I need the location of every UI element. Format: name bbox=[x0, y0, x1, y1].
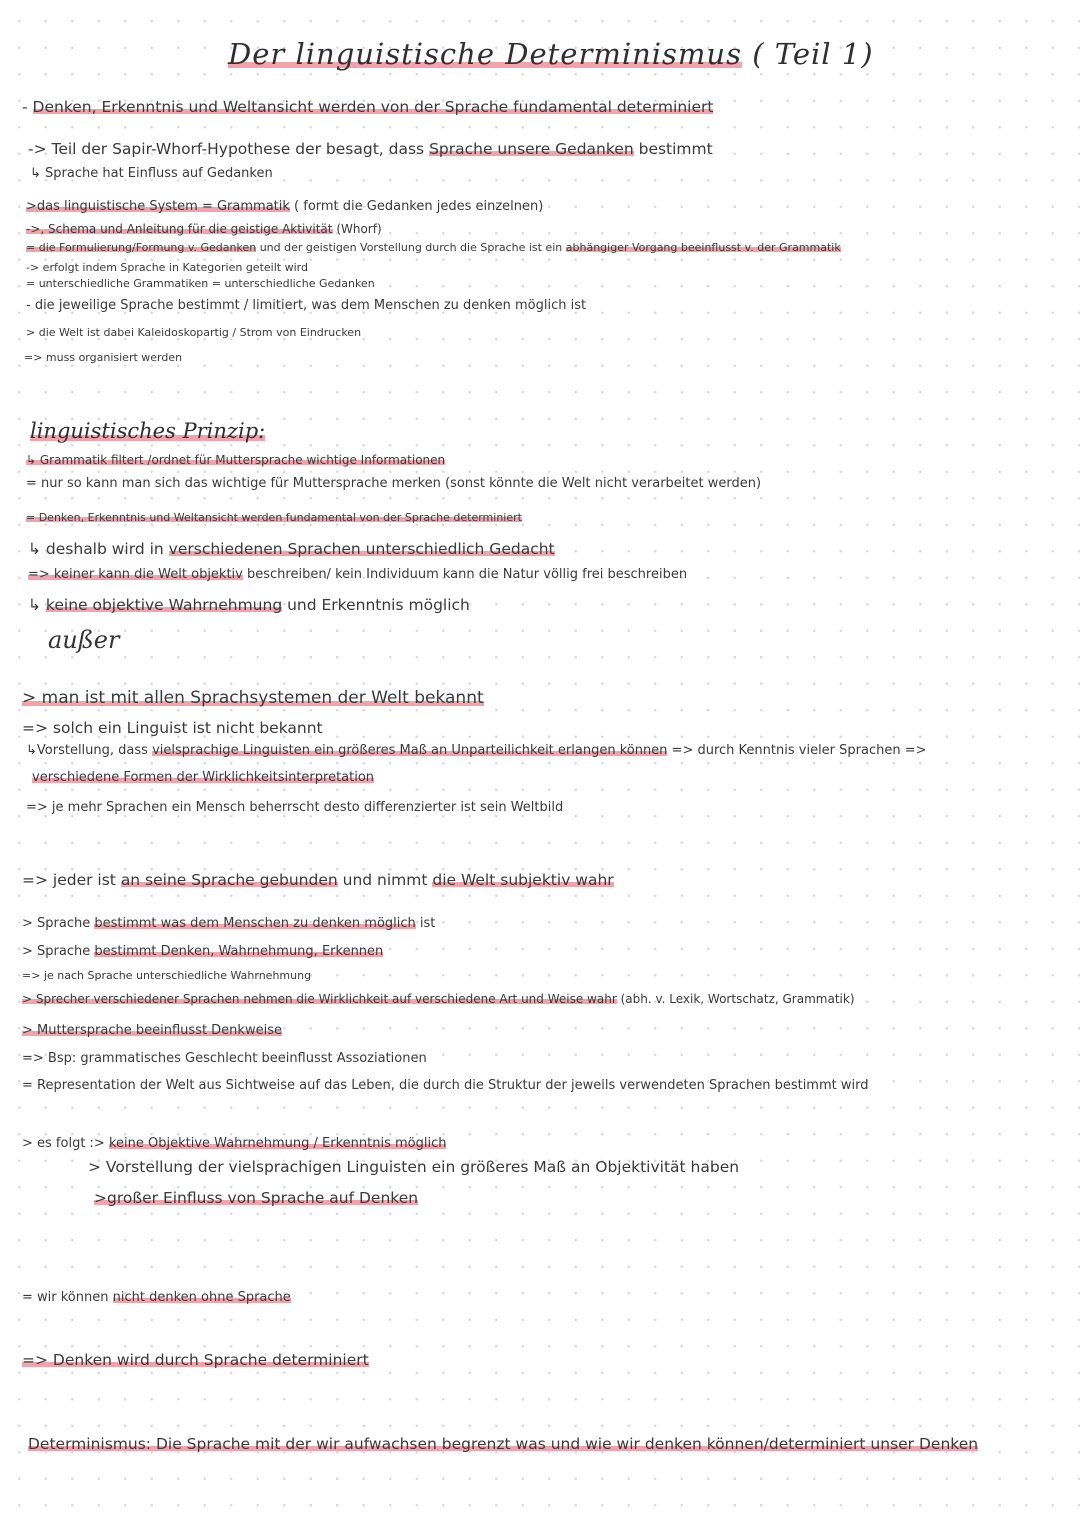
exception-line-3-prefix: ↳Vorstellung, dass bbox=[26, 743, 153, 758]
principle-line-6-suffix: und Erkenntnis möglich bbox=[282, 596, 470, 614]
subjective-line-1 bbox=[22, 870, 614, 890]
subjective-line-1-highlight: an seine Sprache gebunden bbox=[120, 871, 338, 889]
principle-line-6-prefix: ↳ bbox=[28, 596, 46, 614]
exception-line-3-highlight: vielsprachige Linguisten ein größeres Maß an Unparteilichkeit erlangen können bbox=[152, 743, 668, 758]
principle-line-4-highlight: verschiedenen Sprachen unterschiedlich Gedacht bbox=[168, 540, 555, 558]
principle-heading bbox=[30, 418, 265, 444]
subjective-line-2-highlight: bestimmt was dem Menschen zu denken möglich bbox=[94, 916, 416, 931]
page-title bbox=[228, 36, 874, 72]
principle-line-2: = nur so kann man sich das wichtige für Muttersprache merken (sonst könnte die Welt nicht verarbeitet werden) bbox=[26, 476, 762, 491]
exception-line-4-highlight: verschiedene Formen der Wirklichkeitsinterpretation bbox=[32, 770, 375, 785]
conclusion-line-1-highlight: keine Objektive Wahrnehmung / Erkenntnis möglich bbox=[108, 1136, 447, 1151]
subjective-line-2-suffix: ist bbox=[415, 916, 436, 931]
principle-line-1-highlight: ↳ Grammatik filtert /ordnet für Muttersprache wichtige Informationen bbox=[26, 453, 446, 467]
subjective-line-5-suffix: (abh. v. Lexik, Wortschatz, Grammatik) bbox=[616, 992, 855, 1006]
principle-line-5 bbox=[28, 567, 687, 583]
intro-line-1 bbox=[22, 97, 713, 117]
intro-line-4 bbox=[26, 199, 543, 215]
conclusion-line-5 bbox=[22, 1350, 369, 1370]
intro-line-8: = unterschiedliche Grammatiken = unterschiedliche Gedanken bbox=[26, 277, 375, 290]
intro-line-11: => muss organisiert werden bbox=[24, 351, 183, 364]
subjective-line-5 bbox=[22, 992, 855, 1007]
subjective-line-3-highlight: bestimmt Denken, Wahrnehmung, Erkennen bbox=[94, 944, 384, 959]
principle-line-3-highlight: = Denken, Erkenntnis und Weltansicht werden fundamental von der Sprache determiniert bbox=[26, 511, 522, 524]
intro-line-10: > die Welt ist dabei Kaleidoskopartig / Strom von Eindrucken bbox=[26, 326, 362, 339]
subjective-line-7: => Bsp: grammatisches Geschlecht beeinflusst Assoziationen bbox=[22, 1051, 427, 1066]
subjective-line-1-prefix: => jeder ist bbox=[22, 871, 121, 889]
conclusion-line-5-highlight: => Denken wird durch Sprache determiniert bbox=[22, 1351, 369, 1369]
subjective-line-2-prefix: > Sprache bbox=[22, 916, 95, 931]
subjective-line-1-highlight-2: die Welt subjektiv wahr bbox=[432, 871, 614, 889]
intro-line-2-suffix: bestimmt bbox=[633, 140, 713, 158]
subjective-line-8: = Representation der Welt aus Sichtweise auf das Leben, die durch die Struktur der jeweils verwendeten Sprachen bestimmt wird bbox=[22, 1078, 869, 1093]
exception-line-1-highlight: > man ist mit allen Sprachsystemen der Welt bekannt bbox=[22, 688, 484, 708]
subjective-line-6-highlight: > Muttersprache beeinflusst Denkweise bbox=[22, 1023, 282, 1038]
intro-line-1-highlight: Denken, Erkenntnis und Weltansicht werden von der Sprache fundamental determiniert bbox=[32, 98, 714, 116]
intro-line-6-highlight: = die Formulierung/Formung v. Gedanken bbox=[26, 241, 257, 254]
definition-text: Die Sprache mit der wir aufwachsen begrenzt was und wie wir denken können/determiniert unser Denken bbox=[151, 1435, 979, 1453]
exception-line-5: => je mehr Sprachen ein Mensch beherrscht desto differenzierter ist sein Weltbild bbox=[26, 800, 564, 815]
subjective-line-3 bbox=[22, 944, 383, 960]
exception-line-4 bbox=[32, 770, 374, 786]
intro-line-6 bbox=[26, 241, 841, 255]
intro-line-6-middle: und der geistigen Vorstellung durch die Sprache ist ein bbox=[256, 241, 566, 254]
intro-line-2-prefix: -> Teil der Sapir-Whorf-Hypothese der besagt, dass bbox=[28, 140, 430, 158]
intro-line-5-highlight: ->, Schema und Anleitung für die geistige Aktivität bbox=[26, 222, 333, 236]
principle-line-4-prefix: ↳ deshalb wird in bbox=[28, 540, 169, 558]
conclusion-line-2: > Vorstellung der vielsprachigen Linguisten ein größeres Maß an Objektivität haben bbox=[88, 1158, 740, 1176]
intro-line-5 bbox=[26, 222, 382, 237]
principle-line-4 bbox=[28, 539, 555, 559]
intro-line-4-suffix: ( formt die Gedanken jedes einzelnen) bbox=[289, 199, 544, 214]
conclusion-line-1 bbox=[22, 1136, 446, 1152]
subjective-line-1-middle: und nimmt bbox=[337, 871, 433, 889]
ausser-note: außer bbox=[48, 626, 120, 654]
principle-line-6-highlight: keine objektive Wahrnehmung bbox=[45, 596, 283, 614]
exception-line-3-suffix: => durch Kenntnis vieler Sprachen => bbox=[667, 743, 927, 758]
intro-line-3: ↳ Sprache hat Einfluss auf Gedanken bbox=[30, 166, 273, 181]
title-main: Der linguistische Determinismus bbox=[228, 37, 742, 71]
title-part: ( Teil 1) bbox=[752, 37, 874, 71]
exception-line-1 bbox=[22, 687, 484, 709]
intro-line-6-highlight-2: abhängiger Vorgang beeinflusst v. der Grammatik bbox=[565, 241, 841, 254]
conclusion-line-4-highlight: nicht denken ohne Sprache bbox=[112, 1290, 291, 1305]
definition-line bbox=[28, 1434, 978, 1454]
intro-line-9: - die jeweilige Sprache bestimmt / limitiert, was dem Menschen zu denken möglich ist bbox=[26, 298, 587, 313]
principle-line-1 bbox=[26, 453, 445, 468]
intro-line-7: -> erfolgt indem Sprache in Kategorien geteilt wird bbox=[26, 261, 308, 274]
principle-line-5-suffix: beschreiben/ kein Individuum kann die Natur völlig frei beschreiben bbox=[242, 567, 688, 582]
exception-line-2: => solch ein Linguist ist nicht bekannt bbox=[22, 719, 323, 737]
principle-line-3 bbox=[26, 511, 522, 525]
conclusion-line-3 bbox=[94, 1188, 418, 1208]
subjective-line-4: => je nach Sprache unterschiedliche Wahrnehmung bbox=[22, 969, 312, 982]
subjective-line-5-highlight: > Sprecher verschiedener Sprachen nehmen die Wirklichkeit auf verschiedene Art und Weise wahr bbox=[22, 992, 617, 1006]
conclusion-line-4-prefix: = wir können bbox=[22, 1290, 113, 1305]
intro-line-5-suffix: (Whorf) bbox=[332, 222, 382, 236]
principle-line-5-highlight: => keiner kann die Welt objektiv bbox=[28, 567, 243, 582]
conclusion-line-4 bbox=[22, 1290, 291, 1306]
conclusion-line-3-highlight: >großer Einfluss von Sprache auf Denken bbox=[94, 1189, 419, 1207]
intro-line-2 bbox=[28, 139, 713, 159]
subjective-line-2 bbox=[22, 916, 435, 932]
intro-line-4-highlight: >das linguistische System = Grammatik bbox=[26, 199, 290, 214]
principle-heading-text: linguistisches Prinzip: bbox=[30, 419, 266, 443]
conclusion-line-1-prefix: > es folgt :> bbox=[22, 1136, 109, 1151]
subjective-line-3-prefix: > Sprache bbox=[22, 944, 95, 959]
subjective-line-6 bbox=[22, 1023, 282, 1039]
exception-line-3 bbox=[26, 743, 927, 759]
definition-label: Determinismus: bbox=[28, 1435, 152, 1453]
principle-line-6 bbox=[28, 595, 470, 615]
intro-line-2-highlight: Sprache unsere Gedanken bbox=[429, 140, 634, 158]
intro-line-1-prefix: - bbox=[22, 98, 33, 116]
